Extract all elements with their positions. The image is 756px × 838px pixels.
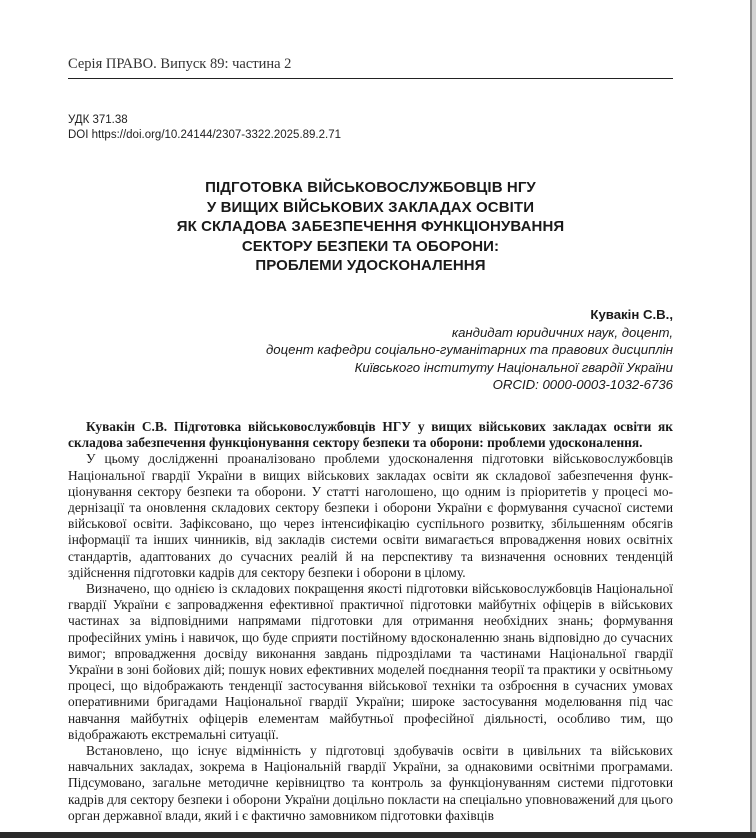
page-edge-right [750, 0, 756, 838]
abstract-paragraph: Визначено, що однією із складових покращення якості підготовки військовослужбовців Національної гвардії України є запровадження ефективної практичної підготовки майбутніх офіцерів в військових частинах за відповідними напрямами підготовки для отримання необхідних знань; формування професійних умінь і навичок, що буде сприяти постійному вдосконаленню знань відповідно до сучасних вимог; впровадження досвіду виконання завдань підрозділами та частинами Національної гвардії України в зоні бойових дій; пошук нових ефективних моделей поєднання теорії та практики у освітньому процесі, що відображають тенденції застосування військової техніки та озброєння в сучасних умовах оперативними бригадами Національної гвардії України; широке застосування моделювання під час навчання майбутніх офіцерів елементам майбутньої професійної діяльності, особливо тим, що відображають екстремальні ситуації. [68, 581, 673, 742]
page-edge-bottom [0, 832, 756, 838]
udk-code: УДК 371.38 [68, 114, 128, 126]
abstract-paragraph: У цьому дослідженні проаналізовано проблеми удосконалення підготовки військовослужбовців Національної гвардії України в вищих військових закладах освіти як складової забезпечення функціонування сектору безпеки та оборони. У статті наголошено, що одним із пріоритетів у процесі модернізації та оновлення складових сектору безпеки і оборони України є формування сучасної системи військової освіти. Зафіксовано, що через інтенсифікацію суспільного розвитку, збільшенням обсягів інформації та інших чинників, від закладів системи освіти вимагається впровадження нових освітніх стандартів, адаптованих до сучасних реалій й на перспективу та визначення основних тенденцій здійснення підготовки кадрів для сектору безпеки і оборони в цілому. [68, 451, 673, 580]
author-name: Кувакін С.В., [590, 307, 673, 322]
author-degree: кандидат юридичних наук, доцент, [451, 324, 673, 340]
running-header: Серія ПРАВО. Випуск 89: частина 2 [68, 56, 292, 72]
abstract-body [68, 419, 673, 824]
abstract-paragraph: Встановлено, що існує відмінність у підготовці здобувачів освіти в цивільних та військових навчальних закладах, зокрема в Національній гвардії України, за однаковими освітніми програмами. Підсумовано, загальне методичне керівництво та контроль за функціонуванням системи підготовки кадрів для сектору безпеки і оборони України доцільно покласти на спеціально уповноважений для цього орган державної влади, який і є фактично замовником підготовки фахівців [68, 743, 673, 823]
abstract-heading: Кувакін С.В. Підготовка військовослужбовців НГУ у вищих військових закладах освіти як складова забезпечення функціонування сектору безпеки та оборони: проблеми удосконалення. [68, 419, 673, 451]
title-line: У ВИЩИХ ВІЙСЬКОВИХ ЗАКЛАДАХ ОСВІТИ [206, 198, 535, 216]
author-orcid: ORCID: 0000-0003-1032-6736 [492, 377, 673, 392]
header-rule [68, 78, 673, 79]
author-institution: Київського інституту Національної гвардії України [354, 359, 673, 375]
title-line: ЯК СКЛАДОВА ЗАБЕЗПЕЧЕННЯ ФУНКЦІОНУВАННЯ [176, 218, 565, 235]
title-line: СЕКТОРУ БЕЗПЕКИ ТА ОБОРОНИ: [241, 237, 500, 255]
title-line: ПРОБЛЕМИ УДОСКОНАЛЕННЯ [255, 257, 486, 274]
doi-link[interactable]: DOI https://doi.org/10.24144/2307-3322.2025.89.2.71 [68, 129, 342, 141]
article-title [68, 178, 673, 276]
author-block [266, 306, 673, 394]
author-position: доцент кафедри соціально-гуманітарних та правових дисциплін [265, 342, 673, 357]
title-line: ПІДГОТОВКА ВІЙСЬКОВОСЛУЖБОВЦІВ НГУ [205, 179, 536, 196]
